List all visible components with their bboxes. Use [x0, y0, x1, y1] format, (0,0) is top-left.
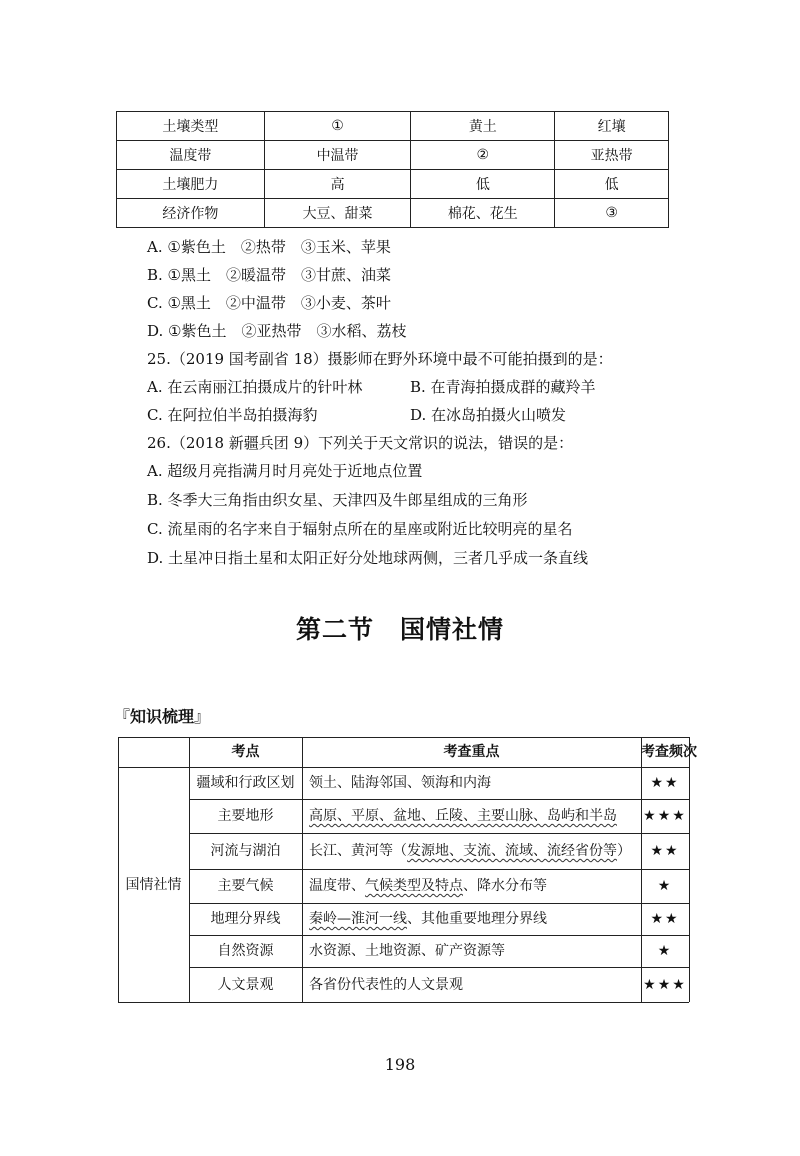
- q26-option-b: B. 冬季大三角指由织女星、天津四及牛郎星组成的三角形: [147, 491, 528, 509]
- q25-stem: 25.（2019 国考副省 18）摄影师在野外环境中最不可能拍摄到的是：: [147, 350, 613, 368]
- group-label: 国情社情: [125, 877, 182, 893]
- header-focus: 考查重点: [443, 744, 500, 760]
- frequency-stars: ★: [657, 943, 673, 959]
- topic-cell: 疆域和行政区划: [196, 775, 295, 791]
- q25-option-c: C. 在阿拉伯半岛拍摄海豹: [147, 406, 318, 424]
- table-cell: ③: [555, 199, 669, 228]
- topic-cell: 地理分界线: [210, 911, 281, 927]
- q24-option-c: C. ①黑土 ②中温带 ③小麦、茶叶: [147, 294, 391, 312]
- topic-cell: 人文景观: [217, 977, 274, 993]
- table-cell: ①: [264, 112, 411, 141]
- q25-option-a: A. 在云南丽江拍摄成片的针叶林: [147, 378, 363, 396]
- focus-cell: 各省份代表性的人文景观: [309, 977, 463, 993]
- table-cell: 低: [555, 170, 669, 199]
- focus-cell: 长江、黄河等（发源地、支流、流域、流经省份等）: [309, 843, 631, 859]
- table-cell: 黄土: [411, 112, 555, 141]
- knowledge-label-text: 知识梳理: [130, 707, 195, 726]
- table-cell: 亚热带: [555, 141, 669, 170]
- frequency-stars: ★★: [650, 911, 680, 927]
- table-row: [117, 112, 669, 141]
- q24-option-b: B. ①黑土 ②暖温带 ③甘蔗、油菜: [147, 266, 392, 284]
- q26-option-d: D. 土星冲日指土星和太阳正好分处地球两侧，三者几乎成一条直线: [147, 549, 589, 567]
- table-cell: 土壤类型: [117, 112, 265, 141]
- header-frequency: 考查频次: [641, 744, 697, 760]
- table-cell: 棉花、花生: [411, 199, 555, 228]
- topic-cell: 自然资源: [217, 943, 274, 959]
- table-row: [117, 199, 669, 228]
- table-row: [117, 141, 669, 170]
- focus-cell: 领土、陆海邻国、领海和内海: [309, 775, 491, 791]
- q26-option-a: A. 超级月亮指满月时月亮处于近地点位置: [147, 462, 423, 480]
- soil-table: [116, 111, 669, 228]
- table-cell: 土壤肥力: [117, 170, 265, 199]
- table-cell: 中温带: [264, 141, 411, 170]
- bracket-open: 『: [114, 707, 131, 726]
- table-cell: 高: [264, 170, 411, 199]
- frequency-stars: ★★★: [643, 808, 687, 824]
- frequency-stars: ★: [657, 878, 673, 894]
- table-cell: 大豆、甜菜: [264, 199, 411, 228]
- frequency-stars: ★★★: [643, 977, 687, 993]
- q25-option-d: D. 在冰岛拍摄火山喷发: [410, 406, 567, 424]
- focus-cell: 水资源、土地资源、矿产资源等: [309, 943, 505, 959]
- focus-cell: 高原、平原、盆地、丘陵、主要山脉、岛屿和半岛: [309, 808, 617, 824]
- focus-cell: 秦岭—淮河一线、其他重要地理分界线: [309, 911, 547, 927]
- header-topic: 考点: [231, 744, 260, 760]
- table-cell: ②: [411, 141, 555, 170]
- topic-cell: 主要地形: [217, 808, 274, 824]
- q26-stem: 26.（2018 新疆兵团 9）下列关于天文常识的说法，错误的是：: [147, 434, 574, 452]
- frequency-stars: ★★: [650, 843, 680, 859]
- page-number: 198: [384, 1055, 416, 1074]
- knowledge-table: [118, 737, 697, 1002]
- table-cell: 经济作物: [117, 199, 265, 228]
- table-cell: 低: [411, 170, 555, 199]
- section-title: 第二节 国情社情: [295, 615, 504, 644]
- bracket-close: 』: [194, 707, 211, 726]
- q25-option-b: B. 在青海拍摄成群的藏羚羊: [410, 378, 596, 396]
- table-cell: 温度带: [117, 141, 265, 170]
- table-row: [117, 170, 669, 199]
- focus-cell: 温度带、气候类型及特点、降水分布等: [309, 878, 547, 894]
- knowledge-label: [114, 704, 210, 727]
- q26-option-c: C. 流星雨的名字来自于辐射点所在的星座或附近比较明亮的星名: [147, 520, 573, 538]
- frequency-stars: ★★: [650, 775, 680, 791]
- topic-cell: 主要气候: [217, 878, 274, 894]
- topic-cell: 河流与湖泊: [210, 843, 281, 859]
- q24-option-a: A. ①紫色土 ②热带 ③玉米、苹果: [147, 238, 391, 256]
- q24-option-d: D. ①紫色土 ②亚热带 ③水稻、荔枝: [147, 322, 407, 340]
- table-cell: 红壤: [555, 112, 669, 141]
